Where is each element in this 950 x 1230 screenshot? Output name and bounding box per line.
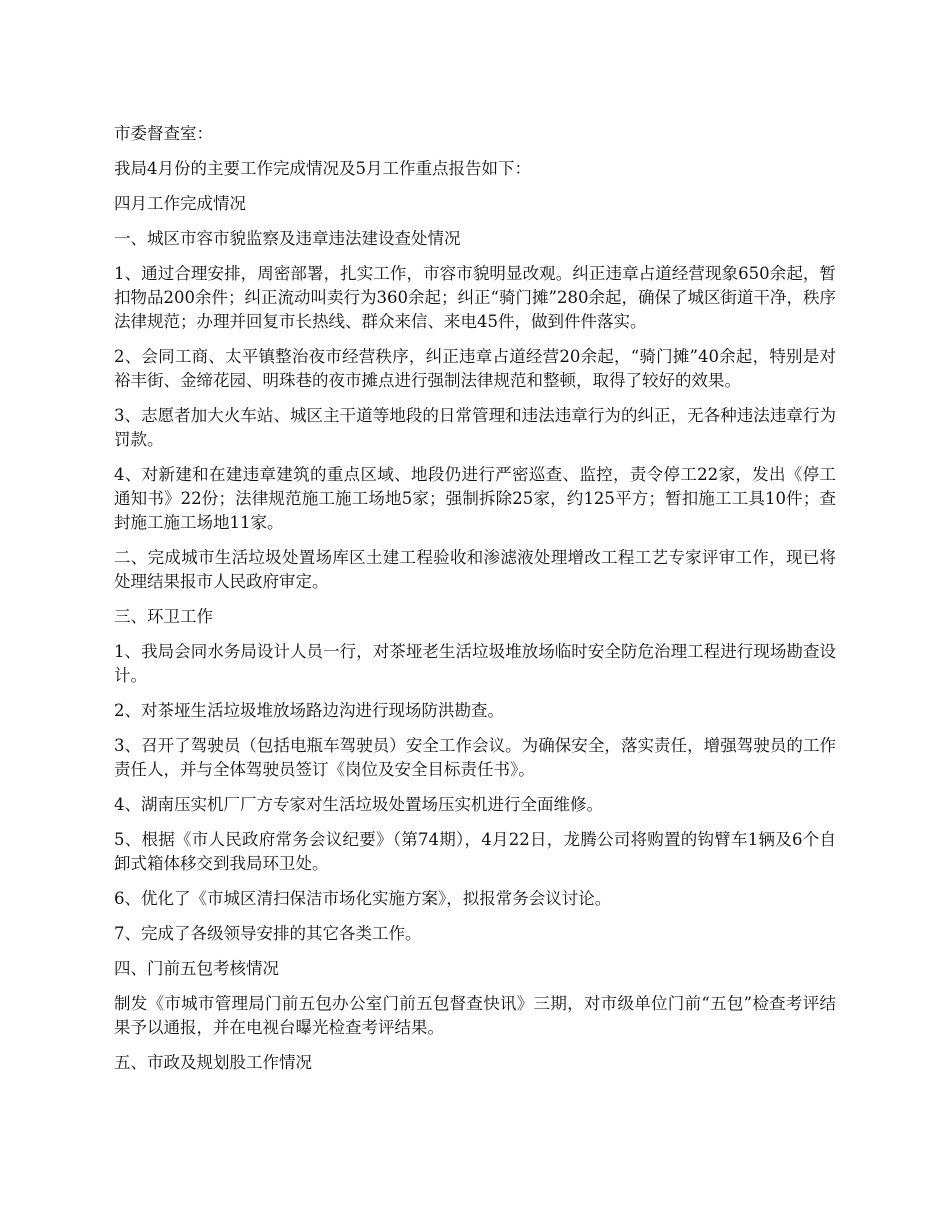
body-paragraph: 7、完成了各级领导安排的其它各类工作。 [114, 924, 422, 943]
document-body [114, 122, 836, 1086]
intro-paragraph: 我局4月份的主要工作完成情况及5月工作重点报告如下： [114, 159, 531, 178]
body-paragraph: 5、根据《市人民政府常务会议纪要》（第74期），4月22日，龙腾公司将购置的钩臂车1辆及6个自卸式箱体移交到我局环卫处。 [114, 830, 836, 873]
body-paragraph: 4、湖南压实机厂厂方专家对生活垃圾处置场压实机进行全面维修。 [114, 795, 603, 814]
body-paragraph: 4、对新建和在建违章建筑的重点区域、地段仍进行严密巡查、监控，责令停工22家，发出《停工通知书》22份；法律规范施工施工场地5家；强制拆除25家，约125平方；暂扣施工工具10件；查封施工施工场地11家。 [114, 465, 836, 532]
body-paragraph: 制发《市城市管理局门前五包办公室门前五包督查快讯》三期，对市级单位门前“五包”检查考评结果予以通报，并在电视台曝光检查考评结果。 [114, 994, 836, 1037]
body-paragraph: 1、通过合理安排，周密部署，扎实工作，市容市貌明显改观。纠正违章占道经营现象650余起，暂扣物品200余件；纠正流动叫卖行为360余起；纠正“骑门摊”280余起，确保了城区街道干净，秩序法律规范；办理并回复市长热线、群众来信、来电45件，做到件件落实。 [114, 264, 836, 331]
body-paragraph: 6、优化了《市城区清扫保洁市场化实施方案》，拟报常务会议讨论。 [114, 889, 612, 908]
section-heading: 一、城区市容市貌监察及违章违法建设查处情况 [114, 229, 461, 248]
section-heading: 五、市政及规划股工作情况 [114, 1053, 312, 1072]
section-heading: 四月工作完成情况 [114, 194, 246, 213]
body-paragraph: 2、对茶垭生活垃圾堆放场路边沟进行现场防洪勘查。 [114, 701, 504, 720]
body-paragraph: 3、召开了驾驶员（包括电瓶车驾驶员）安全工作会议。为确保安全，落实责任，增强驾驶员的工作责任人，并与全体驾驶员签订《岗位及安全目标责任书》。 [114, 736, 836, 779]
section-heading: 三、环卫工作 [114, 607, 213, 626]
body-paragraph: 1、我局会同水务局设计人员一行，对茶垭老生活垃圾堆放场临时安全防危治理工程进行现场勘查设计。 [114, 642, 836, 685]
body-paragraph: 2、会同工商、太平镇整治夜市经营秩序，纠正违章占道经营20余起，“骑门摊”40余起，特别是对裕丰街、金缔花园、明珠巷的夜市摊点进行强制法律规范和整顿，取得了较好的效果。 [114, 347, 836, 390]
section-paragraph: 二、完成城市生活垃圾处置场库区土建工程验收和渗滤液处理增改工程工艺专家评审工作，现已将处理结果报市人民政府审定。 [114, 548, 836, 591]
salutation: 市委督查室： [114, 124, 213, 143]
section-heading: 四、门前五包考核情况 [114, 959, 279, 978]
body-paragraph: 3、志愿者加大火车站、城区主干道等地段的日常管理和违法违章行为的纠正，无各种违法违章行为罚款。 [114, 406, 836, 449]
